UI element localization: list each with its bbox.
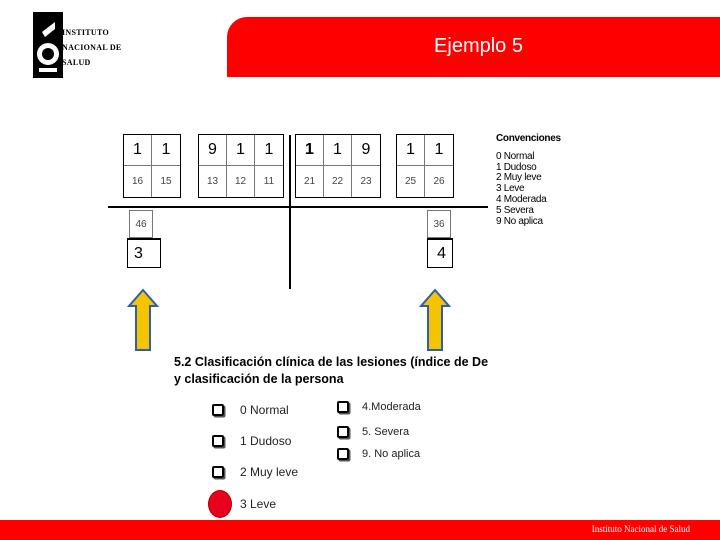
tooth-code: 1 [264,141,274,158]
tooth-number: 15 [152,165,180,197]
up-arrow-icon [127,288,159,352]
tooth-cell [425,135,453,197]
tooth-cell [124,135,152,197]
option-normal[interactable] [212,403,289,417]
tooth-cell [296,135,324,197]
option-label: 5. Severa [362,426,410,438]
option-moderada[interactable] [337,401,421,413]
tooth-code: 1 [133,141,142,158]
tooth-group-2 [198,134,284,198]
tooth-code: 1 [406,141,415,158]
lower-left-tooth [129,210,153,268]
option-dudoso[interactable] [212,434,291,448]
section-title-line: y clasificación de la persona [174,372,344,386]
option-severa[interactable] [337,426,409,438]
option-label: 3 Leve [240,497,277,511]
tooth-group-4 [396,134,454,198]
legend-item: 0 Normal [496,150,535,162]
option-label: 1 Dudoso [240,434,292,448]
tooth-code: 3 [127,238,161,268]
checkbox[interactable] [337,426,349,438]
legend-item: 4 Moderada [496,193,547,205]
odontogram-vertical-axis [289,135,291,289]
checkbox[interactable] [212,404,224,416]
tooth-cell [152,135,180,197]
tooth-cell [352,135,380,197]
tooth-number: 36 [427,210,451,238]
logo-text [62,25,122,70]
tooth-code: 9 [208,141,217,158]
logo-line: INSTITUTO [62,28,110,37]
tooth-code: 1 [305,141,314,158]
tooth-cell [397,135,425,197]
legend-item: 9 No aplica [496,215,543,227]
checkbox[interactable] [337,401,349,413]
legend-item: 3 Leve [496,183,525,195]
tooth-code: 1 [434,141,444,158]
tooth-number: 13 [199,165,226,197]
checkbox[interactable] [212,466,224,478]
option-no-aplica[interactable] [337,448,420,460]
tooth-number: 26 [425,165,453,197]
footer-bar [0,520,720,540]
logo-line: SALUD [62,58,91,67]
tooth-number: 16 [124,165,151,197]
option-label: 4.Moderada [362,401,421,413]
option-label: 9. No aplica [362,448,421,460]
tooth-number: 11 [255,165,283,197]
tooth-group-1 [123,134,181,198]
section-title [174,354,492,388]
legend-item: 5 Severa [496,204,534,216]
option-label: 2 Muy leve [240,465,299,479]
odontogram-horizontal-axis [108,206,488,208]
tooth-number: 12 [227,165,254,197]
up-arrow-icon [419,288,451,352]
tooth-number: 23 [352,165,380,197]
legend-item: 1 Dudoso [496,161,537,173]
lower-right-tooth [427,210,451,268]
legend-item: 2 Muy leve [496,172,542,184]
option-label: 0 Normal [240,403,289,417]
footer-text: Instituto Nacional de Salud [591,524,690,534]
tooth-number: 46 [129,210,153,238]
tooth-cell [324,135,352,197]
tooth-code: 4 [427,238,453,268]
tooth-cell [255,135,283,197]
option-leve[interactable] [240,497,276,511]
tooth-group-3 [295,134,381,198]
logo-line: NACIONAL DE [62,43,122,52]
slide-title: Ejemplo 5 [434,35,523,57]
tooth-code: 1 [236,141,245,158]
title-bar [227,17,720,77]
tooth-code: 1 [333,141,342,158]
checkbox[interactable] [212,435,224,447]
legend-title: Convenciones [496,133,561,144]
tooth-number: 21 [296,165,323,197]
tooth-cell [227,135,255,197]
tooth-code: 1 [161,141,171,158]
conventions-legend [496,134,561,227]
tooth-code: 9 [361,141,371,158]
ins-logo-icon [33,12,63,78]
tooth-number: 25 [397,165,424,197]
checkbox[interactable] [337,448,349,460]
selected-mark [208,490,232,518]
tooth-cell [199,135,227,197]
section-title-line: 5.2 Clasificación clínica de las lesiones (índice de De [174,355,489,369]
tooth-number: 22 [324,165,351,197]
option-muy-leve[interactable] [212,465,298,479]
